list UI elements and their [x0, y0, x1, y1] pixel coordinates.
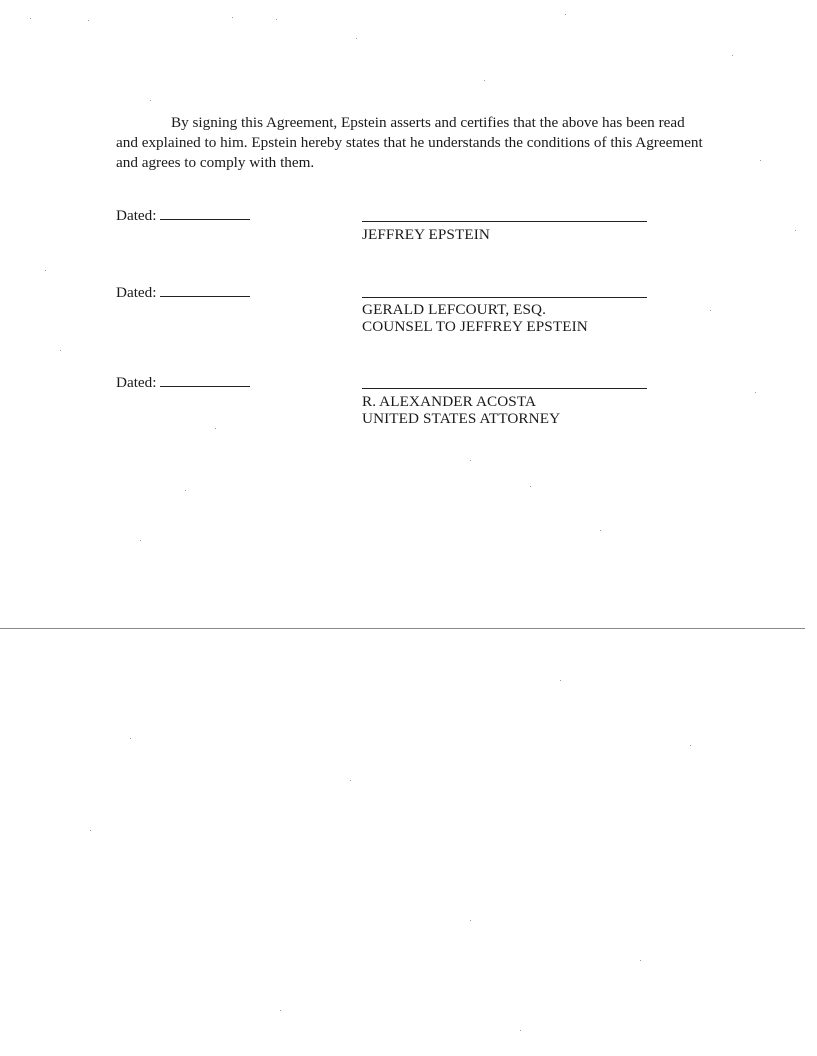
scan-speck [530, 486, 531, 487]
scan-speck [356, 38, 357, 39]
signatory-name-acosta: R. ALEXANDER ACOSTA [362, 393, 537, 410]
scan-speck [280, 1010, 281, 1011]
dated-field-epstein [116, 205, 250, 225]
date-blank-line [160, 282, 250, 297]
scan-speck [600, 530, 601, 531]
scan-speck [276, 19, 277, 20]
scan-speck [760, 160, 761, 161]
scan-speck [732, 55, 733, 56]
scan-speck [710, 310, 711, 311]
scan-fold-line [0, 628, 805, 629]
signatory-name-lefcourt: GERALD LEFCOURT, ESQ. [362, 301, 546, 318]
scan-speck [484, 80, 485, 81]
scan-speck [560, 680, 561, 681]
scan-speck [350, 780, 351, 781]
scan-speck [150, 100, 151, 101]
scan-speck [690, 745, 691, 746]
dated-label: Dated: [116, 284, 157, 301]
scan-speck [30, 18, 31, 19]
signature-line-acosta [362, 388, 647, 389]
scan-speck [470, 460, 471, 461]
dated-label: Dated: [116, 374, 157, 391]
scan-speck [640, 960, 641, 961]
scan-speck [520, 1030, 521, 1031]
signature-line-lefcourt [362, 297, 647, 298]
dated-field-acosta [116, 372, 250, 392]
scan-speck [88, 20, 89, 21]
signature-line-epstein [362, 221, 647, 222]
scan-speck [60, 350, 61, 351]
scan-speck [45, 270, 46, 271]
date-blank-line [160, 205, 250, 220]
scan-speck [470, 920, 471, 921]
scan-speck [130, 738, 131, 739]
scan-speck [795, 230, 796, 231]
scan-speck [215, 428, 216, 429]
signatory-name-epstein: JEFFREY EPSTEIN [362, 226, 490, 243]
date-blank-line [160, 372, 250, 387]
dated-label: Dated: [116, 207, 157, 224]
dated-field-lefcourt [116, 282, 250, 302]
scan-speck [140, 540, 141, 541]
scan-speck [755, 392, 756, 393]
scan-speck [565, 14, 566, 15]
signatory-title-acosta: UNITED STATES ATTORNEY [362, 410, 561, 427]
scan-speck [232, 17, 233, 18]
scan-speck [90, 830, 91, 831]
certification-paragraph: By signing this Agreement, Epstein asserts and certifies that the above has been read and explained to him. Epstein hereby states that he understands the conditions of this Agreement and agrees to comply with them. [116, 114, 703, 171]
signatory-title-lefcourt: COUNSEL TO JEFFREY EPSTEIN [362, 318, 588, 335]
scan-speck [185, 490, 186, 491]
